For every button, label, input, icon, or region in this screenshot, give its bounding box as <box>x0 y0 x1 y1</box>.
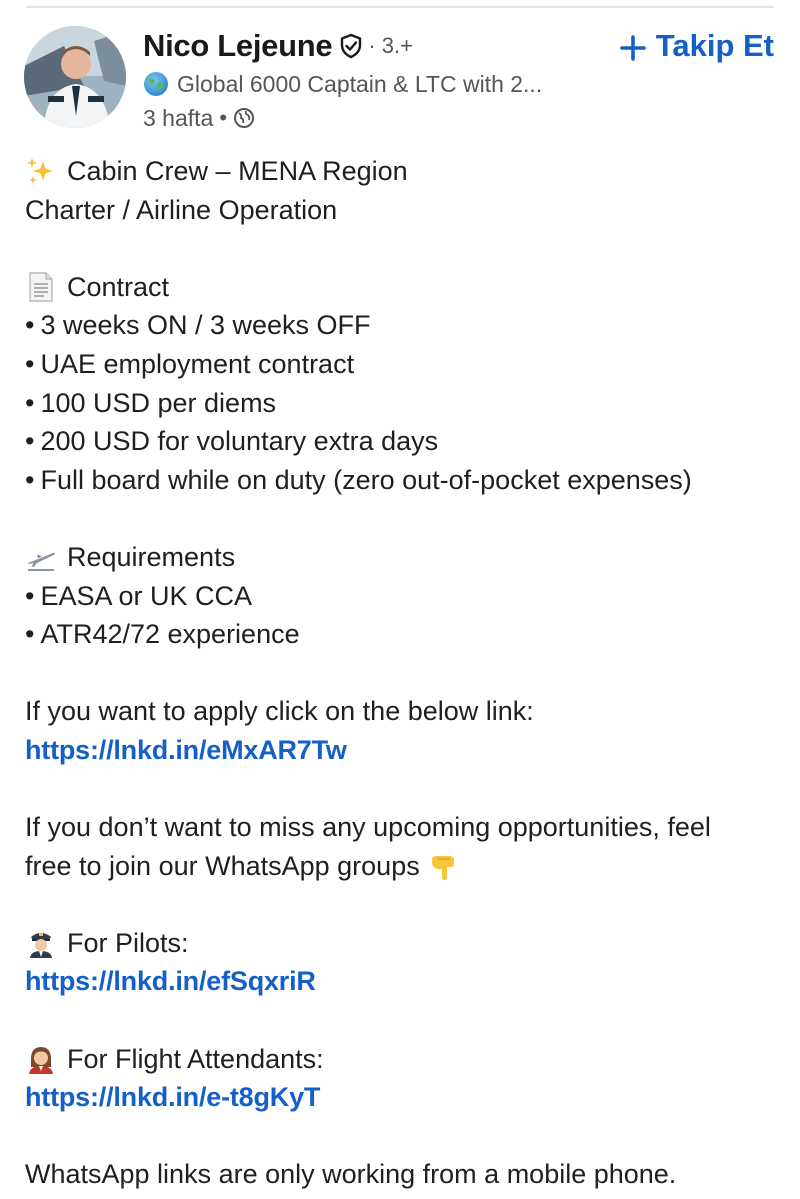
post-title: Cabin Crew – MENA Region <box>67 156 408 186</box>
author-headline-row <box>143 68 542 100</box>
pilot-icon <box>25 927 57 959</box>
pilots-line <box>25 924 785 963</box>
bullet: • <box>25 580 35 611</box>
attendants-link[interactable]: https://lnkd.in/e-t8gKyT <box>25 1082 321 1113</box>
requirements-heading-line <box>25 538 785 577</box>
attendants-label: For Flight Attendants: <box>67 1043 324 1074</box>
time-separator: • <box>219 105 228 130</box>
pilots-link[interactable]: https://lnkd.in/efSqxriR <box>25 966 316 997</box>
requirements-item-text: ATR42/72 experience <box>40 619 300 650</box>
contract-item <box>25 422 785 461</box>
requirements-heading: Requirements <box>67 541 236 572</box>
contract-item-text: 3 weeks ON / 3 weeks OFF <box>40 310 371 341</box>
bullet: • <box>25 348 35 379</box>
whatsapp-text-2: free to join our WhatsApp groups <box>25 850 420 881</box>
contract-item-text: Full board while on duty (zero out-of-pocket expenses) <box>40 464 692 495</box>
apply-text-line <box>25 692 785 731</box>
whatsapp-text-1: If you don’t want to miss any upcoming opportunities, feel <box>25 812 711 843</box>
pilots-link-line <box>25 962 785 1001</box>
requirements-item <box>25 615 785 654</box>
contract-item-text: 100 USD per diems <box>40 387 277 418</box>
plus-icon <box>620 33 646 59</box>
author-name-row <box>143 26 413 66</box>
post-time-row <box>143 102 255 134</box>
follow-label: Takip Et <box>655 28 774 63</box>
document-icon <box>25 271 57 303</box>
attendants-link-line <box>25 1078 785 1117</box>
contract-item <box>25 345 785 384</box>
avatar[interactable] <box>24 26 126 128</box>
bullet: • <box>25 464 35 495</box>
pointing-down-hand-icon <box>428 850 460 882</box>
contract-heading: Contract <box>67 271 170 302</box>
contract-item <box>25 306 785 345</box>
post-title-line <box>25 152 785 191</box>
attendants-line <box>25 1040 785 1079</box>
footer-note: WhatsApp links are only working from a mobile phone. <box>25 1159 677 1190</box>
sparkles-icon <box>25 155 57 187</box>
whatsapp-text-line <box>25 847 785 886</box>
flight-attendant-icon <box>25 1043 57 1075</box>
bullet: • <box>25 426 35 457</box>
bullet: • <box>25 619 35 650</box>
footer-note-line <box>25 1155 785 1194</box>
contract-item <box>25 461 785 500</box>
contract-item-text: 200 USD for voluntary extra days <box>40 426 439 457</box>
post-body <box>25 152 785 1194</box>
bullet: • <box>25 310 35 341</box>
follow-button[interactable] <box>620 28 774 64</box>
author-name[interactable]: Nico Lejeune <box>143 28 333 63</box>
bullet: • <box>25 387 35 418</box>
apply-text: If you want to apply click on the below link: <box>25 696 534 727</box>
requirements-item <box>25 577 785 616</box>
top-divider <box>26 6 774 8</box>
apply-link[interactable]: https://lnkd.in/eMxAR7Tw <box>25 734 347 765</box>
requirements-item-text: EASA or UK CCA <box>40 580 253 611</box>
avatar-photo <box>24 26 126 128</box>
whatsapp-text-line <box>25 808 785 847</box>
public-globe-icon <box>233 107 255 129</box>
post-subtitle: Charter / Airline Operation <box>25 194 338 225</box>
contract-heading-line <box>25 268 785 307</box>
post-subtitle-line <box>25 191 785 230</box>
airplane-departure-icon <box>25 541 57 573</box>
pilots-label: For Pilots: <box>67 927 189 958</box>
verified-badge-icon <box>338 33 364 59</box>
contract-item-text: UAE employment contract <box>40 348 355 379</box>
post-time: 3 hafta <box>143 104 214 131</box>
apply-link-line <box>25 731 785 770</box>
globe-icon <box>143 71 169 97</box>
connection-degree: · 3.+ <box>368 33 413 58</box>
contract-item <box>25 384 785 423</box>
author-headline: Global 6000 Captain & LTC with 2... <box>177 70 543 97</box>
